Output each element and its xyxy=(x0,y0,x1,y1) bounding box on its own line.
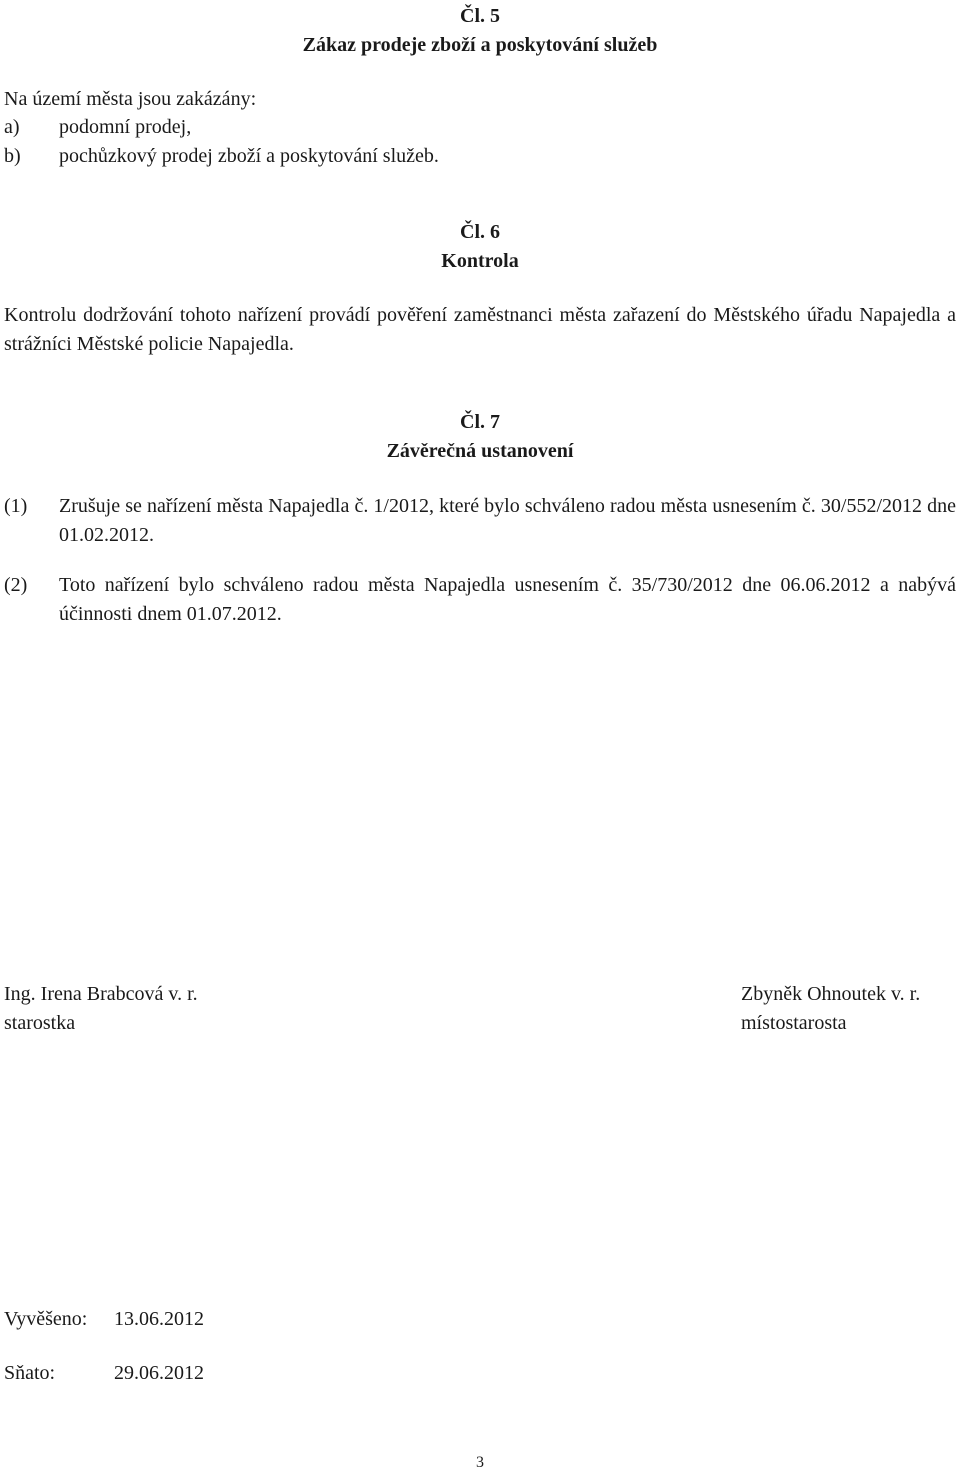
article-7-item-1 xyxy=(4,492,956,550)
signatory-role: starostka xyxy=(4,1012,76,1034)
posted-row xyxy=(4,1305,87,1334)
article-6-text: Kontrolu dodržování tohoto nařízení provádí pověření zaměstnanci města zařazení do Městského úřadu Napajedla a strážníci Městské policie Napajedla. xyxy=(4,304,956,355)
item-text: Toto nařízení bylo schváleno radou města Napajedla usnesením č. 35/730/2012 dne 06.06.2012 a nabývá účinnosti dnem 01.07.2012. xyxy=(59,574,956,625)
item-number: (1) xyxy=(4,495,28,517)
list-item-text: pochůzkový prodej zboží a poskytování služeb. xyxy=(59,145,439,167)
article-6-title: Kontrola xyxy=(441,250,519,272)
list-item-label: a) xyxy=(4,116,20,138)
article-7-heading xyxy=(0,408,960,466)
posted-date: 13.06.2012 xyxy=(114,1308,204,1330)
article-6-number: Čl. 6 xyxy=(460,221,500,243)
list-item-label: b) xyxy=(4,145,21,167)
article-7-item-2 xyxy=(4,571,956,629)
page-number: 3 xyxy=(476,1454,484,1471)
article-6-heading xyxy=(0,218,960,276)
posted-label: Vyvěšeno: xyxy=(4,1308,88,1330)
article-7-number: Čl. 7 xyxy=(460,411,500,433)
signature-right xyxy=(741,980,920,1038)
article-5-title: Zákaz prodeje zboží a poskytování služeb xyxy=(302,34,658,56)
list-item-text: podomní prodej, xyxy=(59,116,192,138)
signatory-role: místostarosta xyxy=(741,1012,847,1034)
item-number: (2) xyxy=(4,574,28,596)
article-5-heading xyxy=(0,2,960,60)
article-5-number: Čl. 5 xyxy=(460,5,500,27)
signature-left xyxy=(4,980,198,1038)
removed-date: 29.06.2012 xyxy=(114,1362,204,1384)
article-7-title: Závěrečná ustanovení xyxy=(386,440,574,462)
article-5-intro: Na území města jsou zakázány: xyxy=(4,88,257,110)
item-text: Zrušuje se nařízení města Napajedla č. 1/2012, které bylo schváleno radou města usnesením č. 30/552/2012 dne 01.02.2012. xyxy=(59,495,956,546)
removed-row xyxy=(4,1359,55,1388)
signatory-name: Ing. Irena Brabcová v. r. xyxy=(4,983,198,1005)
signatory-name: Zbyněk Ohnoutek v. r. xyxy=(741,983,921,1005)
removed-label: Sňato: xyxy=(4,1362,56,1384)
